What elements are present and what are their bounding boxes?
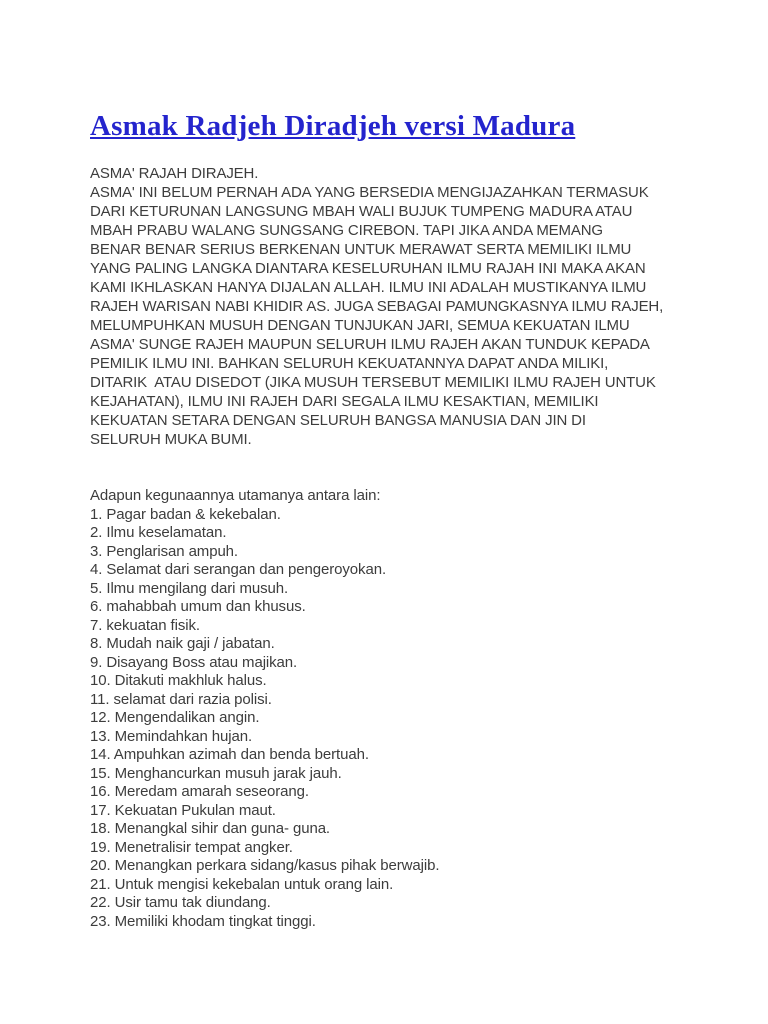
paragraph-line: PEMILIK ILMU INI. BAHKAN SELURUH KEKUATANNYA DAPAT ANDA MILIKI, <box>90 355 609 372</box>
uses-section <box>90 487 698 931</box>
uses-list <box>90 506 698 932</box>
list-item: 1. Pagar badan & kekebalan. <box>90 505 281 523</box>
list-item: 8. Mudah naik gaji / jabatan. <box>90 635 275 652</box>
list-item: 11. selamat dari razia polisi. <box>90 690 272 708</box>
list-item: 9. Disayang Boss atau majikan. <box>90 653 298 671</box>
list-item: 20. Menangkan perkara sidang/kasus pihak berwajib. <box>90 857 440 874</box>
uses-intro-line: Adapun kegunaannya utamanya antara lain: <box>90 487 381 504</box>
list-item: 3. Penglarisan ampuh. <box>90 542 238 560</box>
list-item: 14. Ampuhkan azimah dan benda bertuah. <box>90 746 369 763</box>
list-item: 18. Menangkal sihir dan guna- guna. <box>90 820 331 837</box>
paragraph-line: ASMA' SUNGE RAJEH MAUPUN SELURUH ILMU RAJEH AKAN TUNDUK KEPADA <box>90 336 650 353</box>
paragraph-line: KEKUATAN SETARA DENGAN SELURUH BANGSA MANUSIA DAN JIN DI <box>90 412 586 429</box>
paragraph-line: SELURUH MUKA BUMI. <box>90 431 252 448</box>
list-item: 13. Memindahkan hujan. <box>90 727 253 745</box>
list-item: 21. Untuk mengisi kekebalan untuk orang lain. <box>90 875 394 893</box>
list-item: 2. Ilmu keselamatan. <box>90 524 227 541</box>
paragraph-line: MBAH PRABU WALANG SUNGSANG CIREBON. TAPI JIKA ANDA MEMANG <box>90 222 603 239</box>
list-item: 6. mahabbah umum dan khusus. <box>90 598 306 615</box>
list-item: 4. Selamat dari serangan dan pengeroyokan. <box>90 561 387 578</box>
paragraph-line: KAMI IKHLASKAN HANYA DIJALAN ALLAH. ILMU INI ADALAH MUSTIKANYA ILMU <box>90 279 647 296</box>
document-title-link[interactable]: Asmak Radjeh Diradjeh versi Madura <box>90 110 576 142</box>
list-item: 22. Usir tamu tak diundang. <box>90 894 271 911</box>
paragraph-line: DITARIK ATAU DISEDOT (JIKA MUSUH TERSEBUT MEMILIKI ILMU RAJEH UNTUK <box>90 374 656 391</box>
list-item: 19. Menetralisir tempat angker. <box>90 838 293 856</box>
list-item: 12. Mengendalikan angin. <box>90 709 260 726</box>
list-item: 15. Menghancurkan musuh jarak jauh. <box>90 764 342 782</box>
paragraph-line: ASMA' INI BELUM PERNAH ADA YANG BERSEDIA MENGIJAZAHKAN TERMASUK <box>90 184 649 201</box>
list-item: 5. Ilmu mengilang dari musuh. <box>90 579 289 597</box>
list-item: 16. Meredam amarah seseorang. <box>90 783 309 800</box>
description-paragraph <box>90 164 698 449</box>
list-item: 10. Ditakuti makhluk halus. <box>90 672 267 689</box>
paragraph-line: DARI KETURUNAN LANGSUNG MBAH WALI BUJUK TUMPENG MADURA ATAU <box>90 203 633 220</box>
paragraph-line: MELUMPUHKAN MUSUH DENGAN TUNJUKAN JARI, SEMUA KEKUATAN ILMU <box>90 317 630 334</box>
paragraph-line: BENAR BENAR SERIUS BERKENAN UNTUK MERAWAT SERTA MEMILIKI ILMU <box>90 241 632 258</box>
list-item: 17. Kekuatan Pukulan maut. <box>90 801 276 819</box>
list-item: 7. kekuatan fisik. <box>90 616 200 634</box>
list-item: 23. Memiliki khodam tingkat tinggi. <box>90 912 316 930</box>
paragraph-line: ASMA' RAJAH DIRAJEH. <box>90 165 259 182</box>
paragraph-line: KEJAHATAN), ILMU INI RAJEH DARI SEGALA ILMU KESAKTIAN, MEMILIKI <box>90 393 599 410</box>
paragraph-line: RAJEH WARISAN NABI KHIDIR AS. JUGA SEBAGAI PAMUNGKASNYA ILMU RAJEH, <box>90 298 664 315</box>
paragraph-line: YANG PALING LANGKA DIANTARA KESELURUHAN ILMU RAJAH INI MAKA AKAN <box>90 260 646 277</box>
